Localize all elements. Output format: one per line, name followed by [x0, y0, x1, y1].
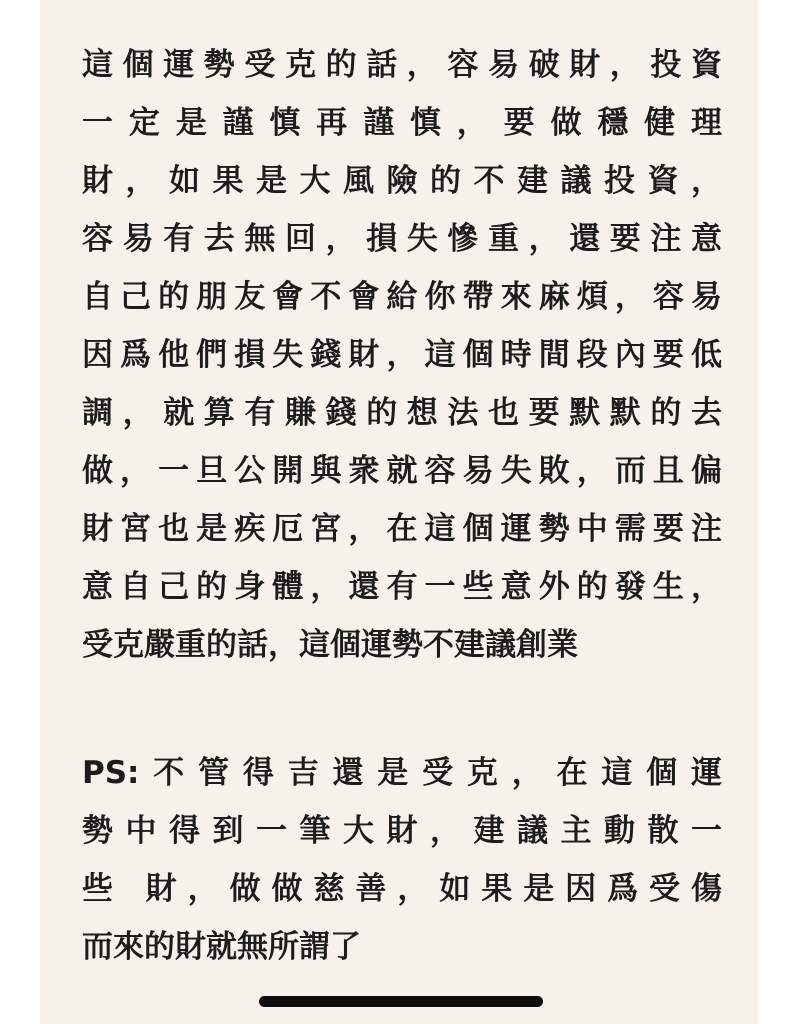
paragraph-finance-warning — [82, 36, 722, 674]
home-indicator-bar[interactable] — [259, 996, 543, 1007]
paragraph-spacer — [82, 674, 722, 744]
text-line: 因爲他們損失錢財，這個時間段內要低 — [82, 337, 722, 373]
text-line: 些 財，做做慈善，如果是因爲受傷 — [82, 871, 722, 907]
text-line: 意自己的身體，還有一些意外的發生， — [82, 569, 722, 605]
text-line: PS:不管得吉還是受克，在這個運 — [82, 755, 722, 791]
article-content — [82, 36, 722, 976]
text-line: 財宮也是疾厄宮，在這個運勢中需要注 — [82, 511, 722, 547]
text-line: 一定是謹慎再謹慎，要做穩健理 — [82, 105, 722, 141]
text-line: 受克嚴重的話，這個運勢不建議創業 — [82, 627, 578, 663]
text-line: 這個運勢受克的話，容易破財，投資 — [82, 47, 722, 83]
paragraph-ps-note — [82, 744, 722, 976]
text-line: 而來的財就無所謂了 — [82, 929, 361, 965]
article-page — [40, 0, 758, 1024]
text-line: 勢中得到一筆大財，建議主動散一 — [82, 813, 722, 849]
text-line: 財，如果是大風險的不建議投資， — [82, 163, 722, 199]
text-line: 調，就算有賺錢的想法也要默默的去 — [82, 395, 722, 431]
text-line: 自己的朋友會不會給你帶來麻煩，容易 — [82, 279, 722, 315]
text-line: 容易有去無回，損失慘重，還要注意 — [82, 221, 722, 257]
text-line: 做，一旦公開與衆就容易失敗，而且偏 — [82, 453, 722, 489]
